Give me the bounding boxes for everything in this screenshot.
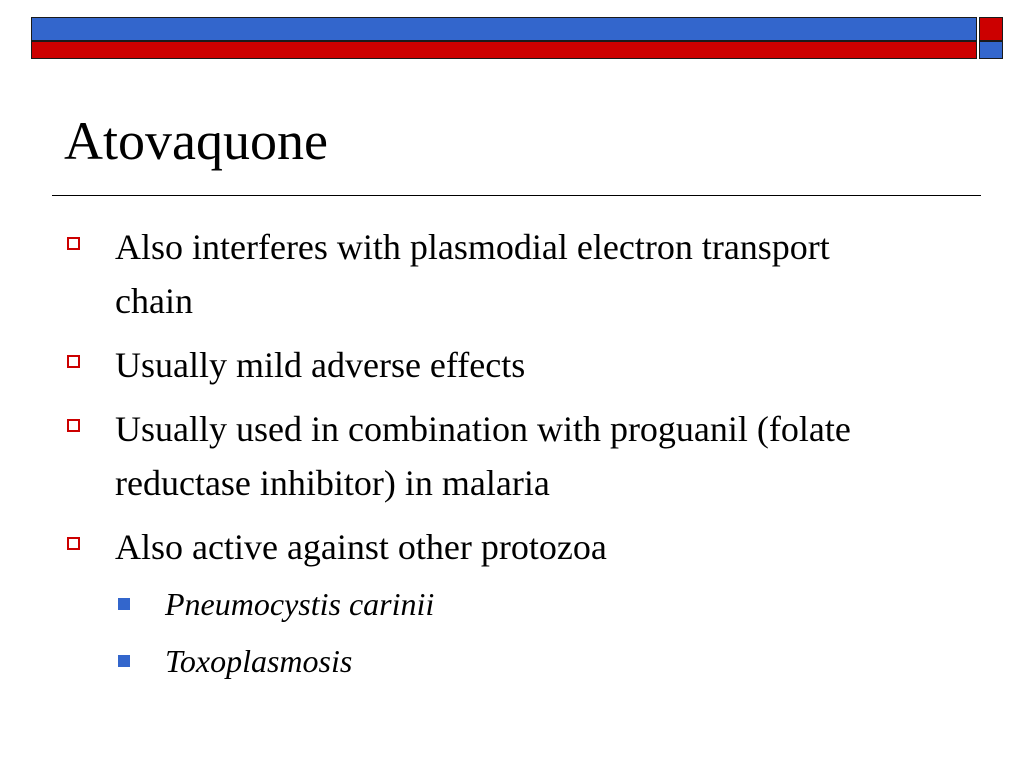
- bullet-item: [64, 338, 964, 392]
- sub-bullet-container: [64, 588, 964, 677]
- bullet-text: Also interferes with plasmodial electron transport chain: [115, 227, 830, 321]
- bullet-text: Usually used in combination with proguanil (folate reductase inhibitor) in malaria: [115, 409, 851, 503]
- slide-title: Atovaquone: [64, 111, 328, 171]
- sub-bullet-item: [116, 645, 964, 677]
- header-red-square: [979, 17, 1003, 41]
- filled-square-bullet-icon: [118, 655, 130, 667]
- bullet-item: [64, 220, 875, 328]
- header-blue-bar: [31, 17, 977, 41]
- hollow-square-bullet-icon: [67, 355, 80, 368]
- bullet-list: [64, 220, 964, 702]
- bullet-text: Also active against other protozoa: [115, 527, 607, 567]
- header-blue-square: [979, 41, 1003, 59]
- header-red-bar: [31, 41, 977, 59]
- bullet-item: [64, 402, 975, 510]
- filled-square-bullet-icon: [118, 598, 130, 610]
- sub-bullet-text: Pneumocystis carinii: [165, 586, 435, 622]
- sub-bullet-text: Toxoplasmosis: [165, 643, 353, 679]
- bullet-text: Usually mild adverse effects: [115, 345, 526, 385]
- sub-bullet-item: [116, 588, 964, 620]
- hollow-square-bullet-icon: [67, 237, 80, 250]
- hollow-square-bullet-icon: [67, 537, 80, 550]
- title-divider: [52, 195, 981, 196]
- bullet-item: [64, 520, 964, 574]
- hollow-square-bullet-icon: [67, 419, 80, 432]
- sub-bullet-list: [116, 588, 964, 677]
